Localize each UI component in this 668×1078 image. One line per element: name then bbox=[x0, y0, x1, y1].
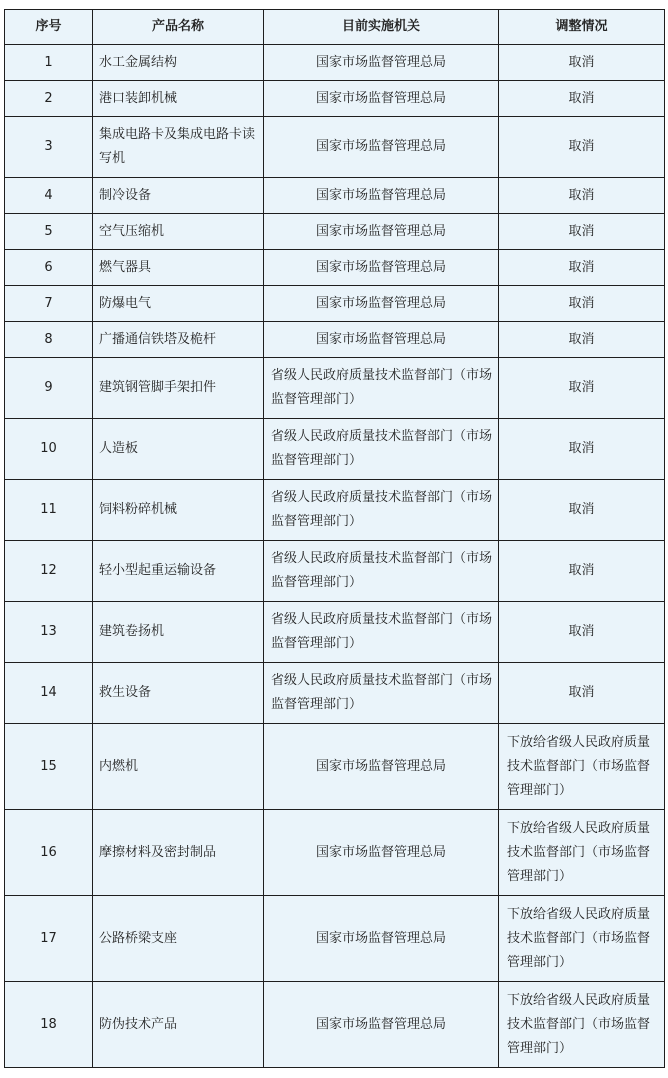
table-row bbox=[5, 982, 665, 1068]
table-row bbox=[5, 358, 665, 419]
table-header-row bbox=[5, 10, 665, 45]
cell-product-name: 防爆电气 bbox=[93, 286, 264, 322]
cell-index: 15 bbox=[5, 724, 93, 810]
cell-index: 3 bbox=[5, 117, 93, 178]
table-row bbox=[5, 322, 665, 358]
table-row bbox=[5, 724, 665, 810]
cell-index: 7 bbox=[5, 286, 93, 322]
cell-product-name: 建筑卷扬机 bbox=[93, 602, 264, 663]
cell-authority: 国家市场监督管理总局 bbox=[264, 322, 499, 358]
cell-index: 10 bbox=[5, 419, 93, 480]
cell-authority: 国家市场监督管理总局 bbox=[264, 286, 499, 322]
cell-index: 6 bbox=[5, 250, 93, 286]
cell-index: 2 bbox=[5, 81, 93, 117]
cell-product-name: 人造板 bbox=[93, 419, 264, 480]
cell-product-name: 空气压缩机 bbox=[93, 214, 264, 250]
cell-adjustment: 取消 bbox=[499, 541, 665, 602]
header-authority: 目前实施机关 bbox=[264, 10, 499, 45]
cell-authority: 国家市场监督管理总局 bbox=[264, 214, 499, 250]
cell-authority: 国家市场监督管理总局 bbox=[264, 982, 499, 1068]
cell-index: 12 bbox=[5, 541, 93, 602]
table-row bbox=[5, 896, 665, 982]
table-row bbox=[5, 81, 665, 117]
product-adjustment-table bbox=[4, 9, 665, 1068]
cell-authority: 省级人民政府质量技术监督部门（市场监督管理部门） bbox=[264, 541, 499, 602]
table-row bbox=[5, 286, 665, 322]
cell-authority: 国家市场监督管理总局 bbox=[264, 724, 499, 810]
header-adjustment: 调整情况 bbox=[499, 10, 665, 45]
cell-adjustment: 取消 bbox=[499, 419, 665, 480]
cell-index: 4 bbox=[5, 178, 93, 214]
cell-index: 9 bbox=[5, 358, 93, 419]
cell-adjustment: 取消 bbox=[499, 322, 665, 358]
table-row bbox=[5, 117, 665, 178]
cell-adjustment: 下放给省级人民政府质量技术监督部门（市场监督管理部门） bbox=[499, 724, 665, 810]
table-row bbox=[5, 602, 665, 663]
cell-index: 1 bbox=[5, 45, 93, 81]
cell-authority: 国家市场监督管理总局 bbox=[264, 117, 499, 178]
cell-adjustment: 取消 bbox=[499, 250, 665, 286]
cell-product-name: 制冷设备 bbox=[93, 178, 264, 214]
table-row bbox=[5, 480, 665, 541]
cell-authority: 省级人民政府质量技术监督部门（市场监督管理部门） bbox=[264, 480, 499, 541]
table-row bbox=[5, 250, 665, 286]
cell-adjustment: 取消 bbox=[499, 45, 665, 81]
cell-adjustment: 下放给省级人民政府质量技术监督部门（市场监督管理部门） bbox=[499, 810, 665, 896]
cell-adjustment: 取消 bbox=[499, 602, 665, 663]
cell-adjustment: 下放给省级人民政府质量技术监督部门（市场监督管理部门） bbox=[499, 982, 665, 1068]
cell-adjustment: 取消 bbox=[499, 358, 665, 419]
cell-authority: 省级人民政府质量技术监督部门（市场监督管理部门） bbox=[264, 419, 499, 480]
cell-product-name: 救生设备 bbox=[93, 663, 264, 724]
cell-index: 5 bbox=[5, 214, 93, 250]
cell-authority: 省级人民政府质量技术监督部门（市场监督管理部门） bbox=[264, 602, 499, 663]
cell-product-name: 港口装卸机械 bbox=[93, 81, 264, 117]
cell-authority: 国家市场监督管理总局 bbox=[264, 896, 499, 982]
cell-adjustment: 下放给省级人民政府质量技术监督部门（市场监督管理部门） bbox=[499, 896, 665, 982]
table-row bbox=[5, 45, 665, 81]
table-row bbox=[5, 810, 665, 896]
cell-authority: 国家市场监督管理总局 bbox=[264, 45, 499, 81]
cell-product-name: 水工金属结构 bbox=[93, 45, 264, 81]
cell-product-name: 防伪技术产品 bbox=[93, 982, 264, 1068]
cell-product-name: 广播通信铁塔及桅杆 bbox=[93, 322, 264, 358]
cell-product-name: 摩擦材料及密封制品 bbox=[93, 810, 264, 896]
table-row bbox=[5, 663, 665, 724]
cell-adjustment: 取消 bbox=[499, 178, 665, 214]
cell-adjustment: 取消 bbox=[499, 214, 665, 250]
cell-product-name: 饲料粉碎机械 bbox=[93, 480, 264, 541]
cell-authority: 国家市场监督管理总局 bbox=[264, 250, 499, 286]
cell-product-name: 轻小型起重运输设备 bbox=[93, 541, 264, 602]
cell-product-name: 建筑钢管脚手架扣件 bbox=[93, 358, 264, 419]
header-product-name: 产品名称 bbox=[93, 10, 264, 45]
cell-index: 16 bbox=[5, 810, 93, 896]
table-row bbox=[5, 214, 665, 250]
cell-product-name: 公路桥梁支座 bbox=[93, 896, 264, 982]
cell-index: 8 bbox=[5, 322, 93, 358]
cell-authority: 国家市场监督管理总局 bbox=[264, 81, 499, 117]
cell-authority: 省级人民政府质量技术监督部门（市场监督管理部门） bbox=[264, 663, 499, 724]
cell-product-name: 内燃机 bbox=[93, 724, 264, 810]
cell-index: 18 bbox=[5, 982, 93, 1068]
cell-product-name: 集成电路卡及集成电路卡读写机 bbox=[93, 117, 264, 178]
cell-adjustment: 取消 bbox=[499, 117, 665, 178]
table-row bbox=[5, 178, 665, 214]
cell-adjustment: 取消 bbox=[499, 480, 665, 541]
header-index: 序号 bbox=[5, 10, 93, 45]
cell-index: 17 bbox=[5, 896, 93, 982]
cell-index: 11 bbox=[5, 480, 93, 541]
cell-adjustment: 取消 bbox=[499, 81, 665, 117]
table-row bbox=[5, 541, 665, 602]
cell-authority: 国家市场监督管理总局 bbox=[264, 810, 499, 896]
cell-authority: 国家市场监督管理总局 bbox=[264, 178, 499, 214]
cell-adjustment: 取消 bbox=[499, 286, 665, 322]
cell-index: 13 bbox=[5, 602, 93, 663]
table-body bbox=[5, 45, 665, 1068]
table-row bbox=[5, 419, 665, 480]
cell-index: 14 bbox=[5, 663, 93, 724]
cell-authority: 省级人民政府质量技术监督部门（市场监督管理部门） bbox=[264, 358, 499, 419]
cell-product-name: 燃气器具 bbox=[93, 250, 264, 286]
cell-adjustment: 取消 bbox=[499, 663, 665, 724]
